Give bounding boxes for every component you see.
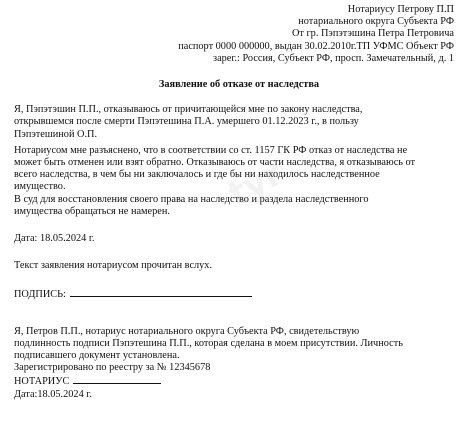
signature-line[interactable] [70,287,252,297]
notary-signature-row [14,374,464,388]
waiver-paragraph [14,104,464,141]
notary-label: НОТАРИУС [14,376,70,388]
signature-row [14,287,464,301]
explanation-line-1: Нотариусом мне разъяснено, что в соответствии со ст. 1157 ГК РФ отказ от наследства не [14,144,408,156]
court-line-1: В суд для восстановления своего права на наследство и раздела наследственного [14,193,369,205]
notary-cert-line-1: Я, Петров П.П., нотариус нотариального округа Субъекта РФ, свидетельствую [14,325,360,337]
registry-number: Зарегистрировано по реестру за № 12345678 [14,362,211,374]
notary-certification [14,326,464,401]
explanation-line-3: всего наследства, в чем бы ни заключалось и где бы ни находилось наследственное [14,169,380,181]
explanation-line-4: имущество. [14,181,66,193]
applicant-passport: паспорт 0000 000000, выдан 30.02.2010г.ТП УФМС Объект РФ [178,40,454,52]
waiver-line-3: Пэпэтешиной О.П. [14,128,98,140]
notary-cert-line-3: подписавшего документ установлена. [14,350,180,362]
notary-date: Дата:18.05.2024 г. [14,388,92,400]
court-paragraph [14,194,464,218]
explanation-line-2: может быть отменен или взят обратно. Отказываюсь от части наследства, я отказываюсь от [14,157,416,169]
applicant-address: зарег.: Россия, Субъект РФ, просп. Замечательный, д. 1 [213,52,454,64]
notary-signature-line[interactable] [73,374,161,384]
document-title: Заявление об отказе от наследства [158,79,320,91]
notary-cert-line-2: подлинность подписи Пэпэтешина П.П., которая сделана в моем присутствии. Личность [14,337,403,349]
explanation-paragraph [14,145,464,194]
read-aloud-note: Текст заявления нотариусом прочитан вслух. [14,260,213,272]
addressee-notary: Нотариусу Петрову П.П [347,4,454,15]
application-date: Дата: 18.05.2024 г. [14,233,95,245]
addressee-district: нотариального округа Субъекта РФ [298,16,454,28]
applicant-name: От гр. Пэпэтэшина Петра Петровича [291,28,454,40]
waiver-line-2: открывшемся после смерти Пэпэтешина П.А. умершего 01.12.2023 г., в пользу [14,116,359,128]
signature-label: ПОДПИСЬ: [14,289,66,301]
addressee-block [14,4,464,65]
court-line-2: имущества обращаться не намерен. [14,205,170,217]
watermark: tyr [221,153,290,215]
waiver-line-1: Я, Пэпэтэшин П.П., отказываюсь от причитающейся мне по закону наследства, [14,104,363,116]
